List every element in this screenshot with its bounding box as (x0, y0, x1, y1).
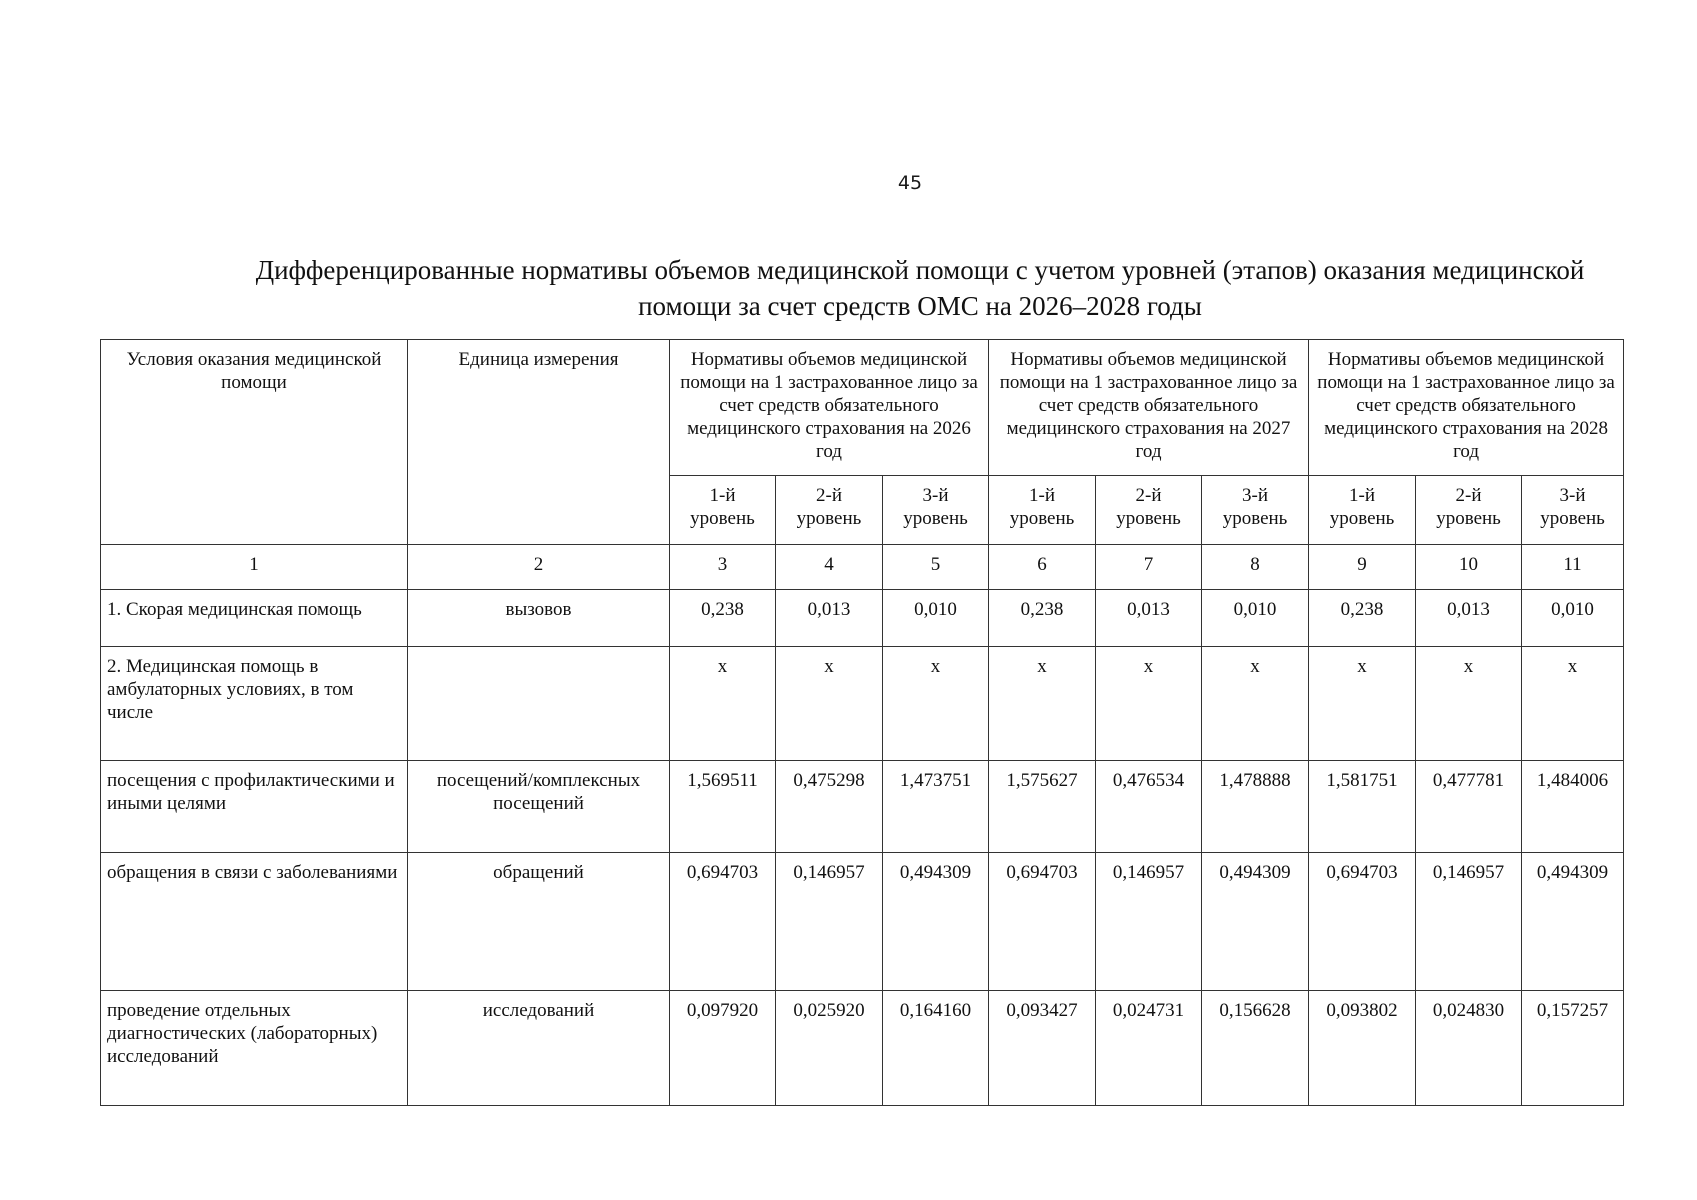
value-cell: 0,097920 (670, 991, 776, 1106)
column-number: 11 (1522, 545, 1624, 590)
header-level: 2-й уровень (1416, 476, 1522, 545)
page-number: 45 (897, 172, 923, 194)
title-line-1: Дифференцированные нормативы объемов медицинской помощи с учетом уровней (этапов) оказания медицинской (255, 255, 1585, 285)
row-label: проведение отдельных диагностических (лабораторных) исследований (101, 991, 408, 1106)
column-number: 8 (1202, 545, 1309, 590)
row-label: 2. Медицинская помощь в амбулаторных условиях, в том числе (101, 647, 408, 761)
row-label: посещения с профилактическими и иными целями (101, 761, 408, 853)
row-label: 1. Скорая медицинская помощь (101, 590, 408, 647)
value-cell: 0,475298 (776, 761, 883, 853)
table-row (101, 647, 1624, 761)
value-cell: 0,093427 (989, 991, 1096, 1106)
value-cell: х (1522, 647, 1624, 761)
value-cell: 0,494309 (1522, 853, 1624, 991)
column-number: 6 (989, 545, 1096, 590)
header-level: 3-й уровень (883, 476, 989, 545)
value-cell: 0,010 (883, 590, 989, 647)
value-cell: 0,238 (670, 590, 776, 647)
column-number: 3 (670, 545, 776, 590)
value-cell: х (1202, 647, 1309, 761)
header-group-2027: Нормативы объемов медицинской помощи на 1 застрахованное лицо за счет средств обязательного медицинского страхования на 2027 год (989, 340, 1309, 476)
value-cell: х (989, 647, 1096, 761)
header-unit: Единица измерения (408, 340, 670, 545)
value-cell: 0,476534 (1096, 761, 1202, 853)
value-cell: 0,694703 (989, 853, 1096, 991)
value-cell: 0,013 (1096, 590, 1202, 647)
column-number: 7 (1096, 545, 1202, 590)
column-numbers-row (101, 545, 1624, 590)
value-cell: 1,575627 (989, 761, 1096, 853)
value-cell: 0,164160 (883, 991, 989, 1106)
table-row (101, 991, 1624, 1106)
value-cell: 1,478888 (1202, 761, 1309, 853)
value-cell: х (1309, 647, 1416, 761)
value-cell: 0,010 (1522, 590, 1624, 647)
value-cell: 0,013 (776, 590, 883, 647)
value-cell: 0,694703 (1309, 853, 1416, 991)
value-cell: 0,157257 (1522, 991, 1624, 1106)
value-cell: 0,025920 (776, 991, 883, 1106)
value-cell: 0,013 (1416, 590, 1522, 647)
value-cell: х (670, 647, 776, 761)
header-group-2028: Нормативы объемов медицинской помощи на 1 застрахованное лицо за счет средств обязательного медицинского страхования на 2028 год (1309, 340, 1624, 476)
header-level: 2-й уровень (776, 476, 883, 545)
value-cell: 1,473751 (883, 761, 989, 853)
value-cell: 0,024731 (1096, 991, 1202, 1106)
column-number: 10 (1416, 545, 1522, 590)
column-number: 5 (883, 545, 989, 590)
header-row (101, 340, 1624, 476)
header-level: 1-й уровень (670, 476, 776, 545)
value-cell: 0,238 (1309, 590, 1416, 647)
header-level: 1-й уровень (989, 476, 1096, 545)
value-cell: 0,093802 (1309, 991, 1416, 1106)
value-cell: х (1416, 647, 1522, 761)
value-cell: 0,010 (1202, 590, 1309, 647)
header-level: 2-й уровень (1096, 476, 1202, 545)
header-level: 3-й уровень (1202, 476, 1309, 545)
table-row (101, 761, 1624, 853)
value-cell: 0,494309 (1202, 853, 1309, 991)
value-cell: 1,581751 (1309, 761, 1416, 853)
header-level: 1-й уровень (1309, 476, 1416, 545)
column-number: 1 (101, 545, 408, 590)
value-cell: 0,156628 (1202, 991, 1309, 1106)
row-unit: вызовов (408, 590, 670, 647)
value-cell: 0,146957 (1096, 853, 1202, 991)
table-row (101, 853, 1624, 991)
value-cell: 1,484006 (1522, 761, 1624, 853)
row-unit (408, 647, 670, 761)
row-label: обращения в связи с заболеваниями (101, 853, 408, 991)
value-cell: 0,238 (989, 590, 1096, 647)
value-cell: 0,024830 (1416, 991, 1522, 1106)
table-row (101, 590, 1624, 647)
header-conditions: Условия оказания медицинской помощи (101, 340, 408, 545)
value-cell: 1,569511 (670, 761, 776, 853)
value-cell: 0,146957 (776, 853, 883, 991)
column-number: 2 (408, 545, 670, 590)
title-line-2: помощи за счет средств ОМС на 2026–2028 годы (638, 291, 1202, 321)
document-title (200, 252, 1640, 324)
value-cell: х (883, 647, 989, 761)
header-level: 3-й уровень (1522, 476, 1624, 545)
value-cell: 0,146957 (1416, 853, 1522, 991)
value-cell: 0,477781 (1416, 761, 1522, 853)
value-cell: х (1096, 647, 1202, 761)
row-unit: обращений (408, 853, 670, 991)
row-unit: исследований (408, 991, 670, 1106)
row-unit: посещений/комплексных посещений (408, 761, 670, 853)
norms-table (100, 339, 1624, 1106)
column-number: 4 (776, 545, 883, 590)
value-cell: 0,494309 (883, 853, 989, 991)
value-cell: 0,694703 (670, 853, 776, 991)
value-cell: х (776, 647, 883, 761)
column-number: 9 (1309, 545, 1416, 590)
header-group-2026: Нормативы объемов медицинской помощи на 1 застрахованное лицо за счет средств обязательного медицинского страхования на 2026 год (670, 340, 989, 476)
